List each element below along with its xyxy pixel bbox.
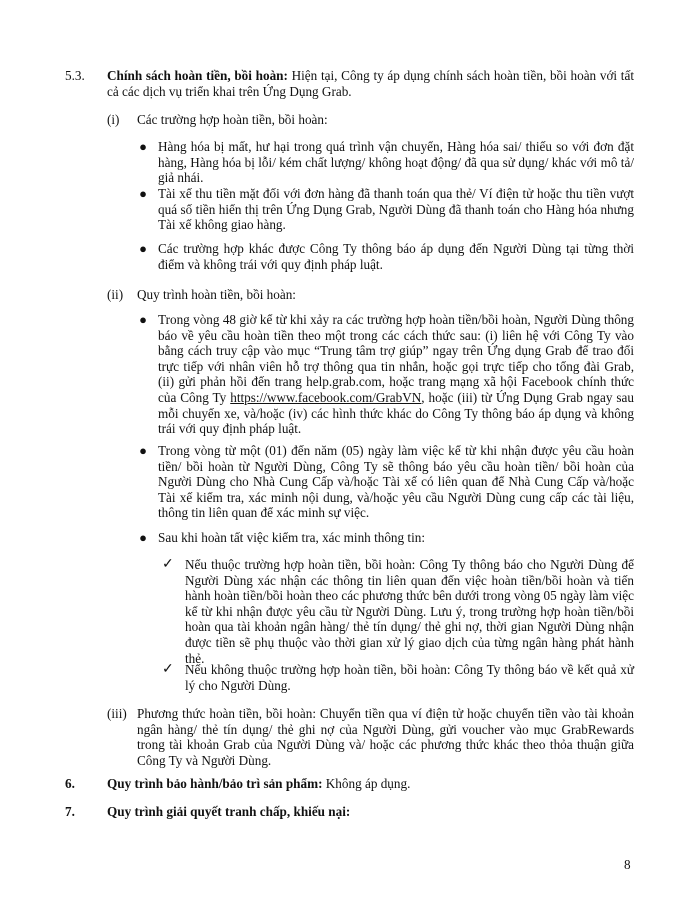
sub-ii-marker: (ii) [107,287,124,302]
section-5-3-text [107,68,634,99]
sub-i-heading: Các trường hợp hoàn tiền, bồi hoàn: [137,112,328,127]
sub-ii-heading: Quy trình hoàn tiền, bồi hoàn: [137,287,296,302]
check-item: Nếu thuộc trường hợp hoàn tiền, bồi hoàn: Công Ty thông báo cho Người Dùng để Người Dùng xác nhận các thông tin liên quan đến việc hoàn tiền/bồi hoàn và tiến hành hoàn tiền/bồi hoàn theo các phương thức bên dưới trong vòng 05 ngày làm việc kể từ khi nhận được yêu cầu từ Người Dùng. Lưu ý, trong trường hợp hoàn tiền/bồi hoàn qua tài khoản ngân hàng/ thẻ tín dụng/ thẻ ghi nợ, thời gian Người Dùng nhận được tiền sẽ phụ thuộc vào thời gian xử lý giao dịch của từng ngân hàng phát hành thẻ. [185,557,634,666]
section-6-text [107,776,634,792]
sub-i-marker: (i) [107,112,120,127]
check-item: Nếu không thuộc trường hợp hoàn tiền, bồi hoàn: Công Ty thông báo về kết quả xử lý cho Người Dùng. [185,662,634,693]
bullet-icon: ● [139,139,147,154]
bullet-icon: ● [139,443,147,458]
list-item: Tài xế thu tiền mặt đối với đơn hàng đã thanh toán qua thẻ/ Ví điện tử hoặc thu tiền vượt quá số tiền hiển thị trên Ứng Dụng Grab, Người Dùng đã thanh toán cho Hàng hóa nhưng Tài xế không giao hàng. [158,186,634,233]
sub-iii-marker: (iii) [107,706,127,721]
list-item: Sau khi hoàn tất việc kiểm tra, xác minh thông tin: [158,530,425,545]
refund-process-text-cont: , hoặc (iii) từ Ứng Dụng Grab ngay sau mỗi chuyến xe, và/hoặc (iv) các hình thức khác do Công Ty thông báo áp dụng và không trái với quy định pháp luật. [158,389,634,437]
bullet-icon: ● [139,530,147,545]
bullet-icon: ● [139,186,147,201]
section-5-3-title: Chính sách hoàn tiền, bồi hoàn: [107,68,288,83]
checkmark-icon: ✓ [162,662,174,677]
list-item: Hàng hóa bị mất, hư hại trong quá trình vận chuyển, Hàng hóa sai/ thiếu so với đơn đặt hàng, Hàng hóa bị lỗi/ kém chất lượng/ không hoạt động/ đã qua sử dụng/ khác với mô tả/ giả nhái. [158,139,634,186]
section-5-3-number: 5.3. [65,68,85,83]
section-7-title: Quy trình giải quyết tranh chấp, khiếu nại: [107,804,351,819]
sub-iii-text: Phương thức hoàn tiền, bồi hoàn: Chuyển tiền qua ví điện tử hoặc chuyển tiền vào tài khoản ngân hàng/ thẻ tín dụng/ thẻ ghi nợ của Người Dùng, gửi voucher vào mục GrabRewards trong tài khoản Grab của Người Dùng và/ hoặc các phương thức khác theo thỏa thuận giữa Công Ty và Người Dùng. [137,706,634,768]
checkmark-icon: ✓ [162,557,174,572]
section-6-title: Quy trình bảo hành/bảo trì sản phẩm: [107,776,323,791]
list-item: Các trường hợp khác được Công Ty thông báo áp dụng đến Người Dùng tại từng thời điểm và không trái với quy định pháp luật. [158,241,634,272]
page-number: 8 [624,857,631,872]
bullet-icon: ● [139,241,147,256]
section-7-number: 7. [65,804,75,819]
facebook-link[interactable]: https://www.facebook.com/GrabVN [230,389,422,405]
list-item: Trong vòng từ một (01) đến năm (05) ngày làm việc kể từ khi nhận được yêu cầu hoàn tiền/ bồi hoàn từ Người Dùng, Công Ty sẽ thông báo yêu cầu hoàn tiền/ bồi hoàn của Người Dùng cho Nhà Cung Cấp và/hoặc Tài xế có liên quan để Nhà Cung Cấp và/hoặc Tài xế kiểm tra, xác minh nội dung, và/hoặc yêu cầu Người Dùng cung cấp các tài liệu, thông tin liên quan để xác minh sự việc. [158,443,634,521]
section-6-number: 6. [65,776,75,791]
bullet-icon: ● [139,312,147,327]
refund-process-text: Trong vòng 48 giờ kể từ khi xảy ra các trường hợp hoàn tiền/bồi hoàn, Người Dùng thông báo về yêu cầu hoàn tiền theo một trong các cách thức sau: (i) liên hệ với Công Ty vào bằng cách truy cập vào mục “Trung tâm trợ giúp” ngay trên Ứng dụng Grab để trao đổi trực tiếp với nhân viên hỗ trợ thông qua tin nhắn, hoặc gọi trực tiếp cho tổng đài Grab, (ii) gửi phản hồi đến trang help.grab.com, hoặc trang mạng xã hội Facebook chính thức của Công Ty [158,312,634,405]
section-5-3-intro: Hiện tại, Công ty áp dụng chính sách hoàn tiền, bồi hoàn với tất cả các dịch vụ triển khai trên Ứng Dụng Grab. [107,68,634,99]
section-6-value: Không áp dụng. [322,776,411,791]
list-item [158,312,634,437]
